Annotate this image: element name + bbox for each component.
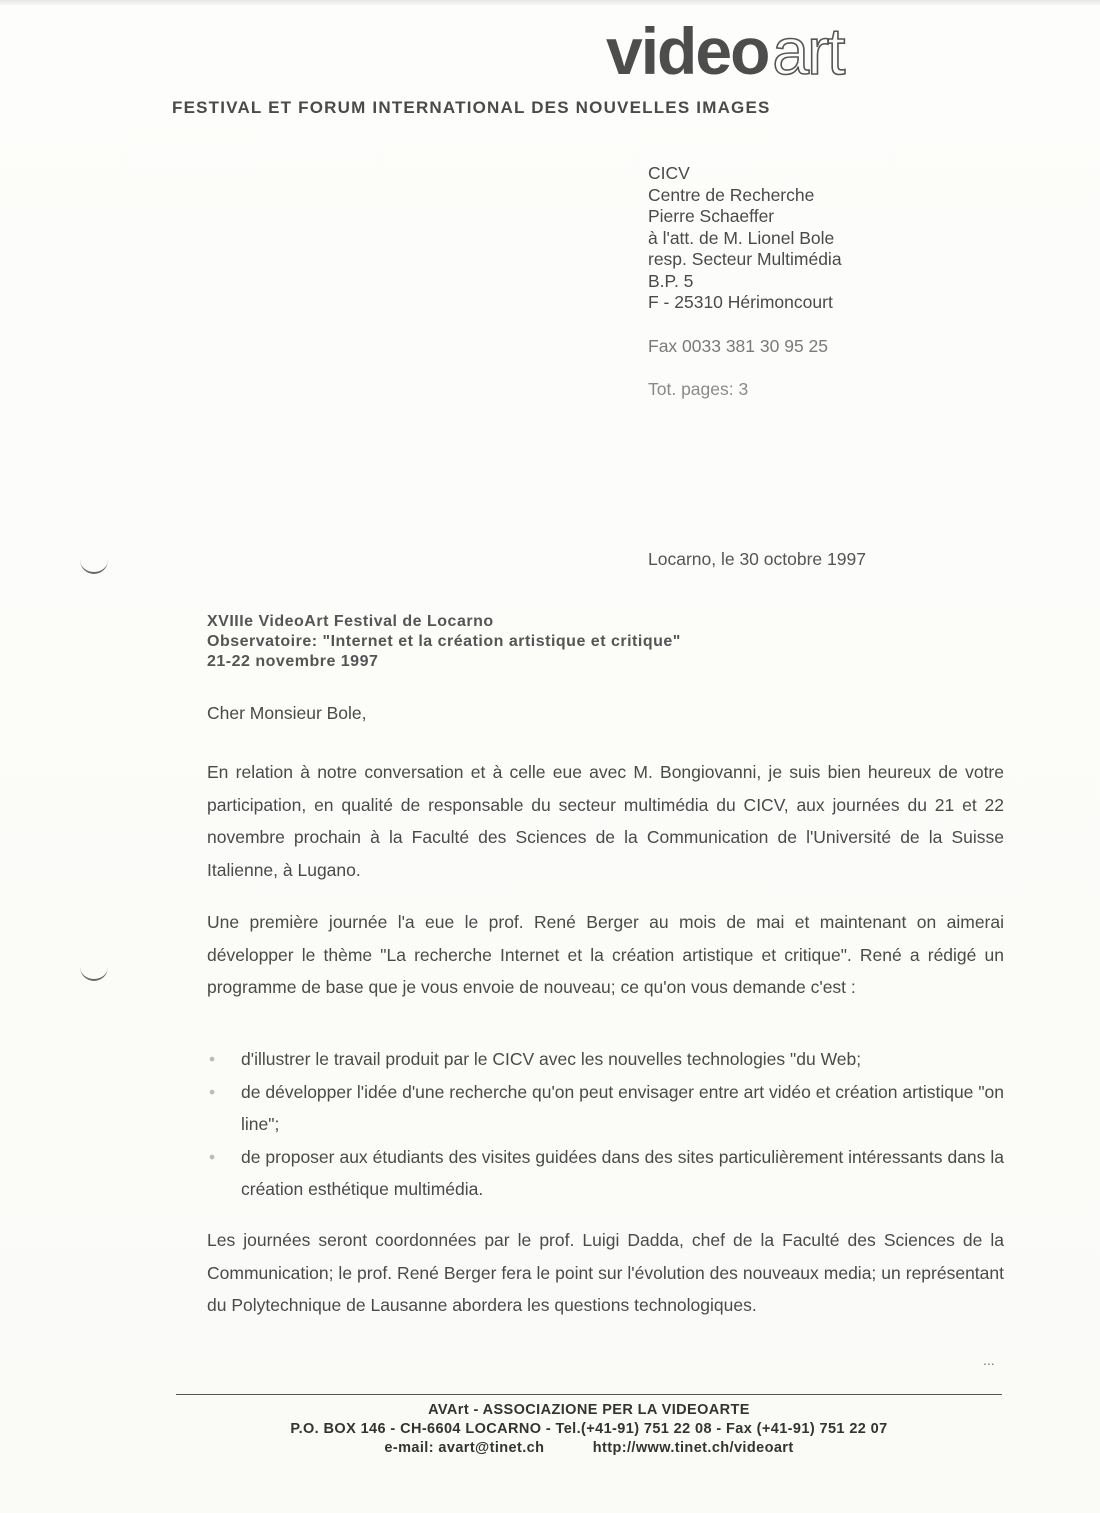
list-item: • de proposer aux étudiants des visites guidées dans des sites particulièrement intéressants dans la création esthétique multimédia. [207,1141,1004,1206]
letter-footer [176,1401,1002,1458]
recipient-line: Pierre Schaeffer [648,206,775,226]
punch-hole-mark [80,965,108,981]
logo-video-text: video [606,14,769,88]
footer-email: e-mail: avart@tinet.ch [384,1440,545,1456]
subject-line: Observatoire: "Internet et la création artistique et critique" [207,633,681,650]
footer-organization: AVArt - ASSOCIAZIONE PER LA VIDEOARTE [428,1402,750,1418]
recipient-line: B.P. 5 [648,270,694,291]
logo-art-text: art [772,14,844,88]
footer-address: P.O. BOX 146 - CH-6604 LOCARNO - Tel.(+41-91) 751 22 08 - Fax (+41-91) 751 22 07 [290,1421,888,1437]
body-paragraph: En relation à notre conversation et à celle eue avec M. Bongiovanni, je suis bien heureux de votre participation, en qualité de responsable du secteur multimédia du CICV, aux journées du 21 et 22 novembre prochain à la Faculté des Sciences de la Communication de l'Université de la Suisse Italienne, à Lugano. [207,762,1004,880]
footer-divider [176,1394,1002,1395]
list-item: • d'illustrer le travail produit par le CICV avec les nouvelles technologies "du Web; [207,1043,1004,1076]
recipient-line: Centre de Recherche [648,184,815,205]
scan-header-strip [0,0,1100,6]
subject-line: 21-22 novembre 1997 [207,653,379,670]
footer-contacts [176,1439,1002,1458]
recipient-fax-number: Fax 0033 381 30 95 25 [648,336,829,356]
recipient-line: CICV [648,163,690,183]
recipient-line: à l'att. de M. Lionel Bole [648,227,835,248]
total-pages: Tot. pages: 3 [648,379,749,399]
letterhead-tagline: FESTIVAL ET FORUM INTERNATIONAL DES NOUVELLES IMAGES [172,98,771,117]
subject-line: XVIIIe VideoArt Festival de Locarno [207,613,494,630]
list-item: • de développer l'idée d'une recherche qu'on peut envisager entre art vidéo et création artistique "on line"; [207,1076,1004,1141]
videoart-logo [606,14,844,88]
request-list [207,1043,1004,1206]
continuation-marker: ... [983,1352,995,1368]
punch-hole-mark [80,558,108,574]
footer-website: http://www.tinet.ch/videoart [592,1440,794,1456]
letter-subject [207,612,681,672]
recipient-line: F - 25310 Hérimoncourt [648,292,833,312]
recipient-line: resp. Secteur Multimédia [648,249,842,269]
body-paragraph: Une première journée l'a eue le prof. René Berger au mois de mai et maintenant on aimerai développer le thème "La recherche Internet et la création artistique et critique". René a rédigé un programme de base que je vous envoie de nouveau; ce qu'on vous demande c'est : [207,912,1004,997]
recipient-address-block [648,163,842,314]
letter-greeting: Cher Monsieur Bole, [207,703,367,723]
letter-date: Locarno, le 30 octobre 1997 [648,549,866,569]
body-paragraph: Les journées seront coordonnées par le prof. Luigi Dadda, chef de la Faculté des Sciences de la Communication; le prof. René Berger fera le point sur l'évolution des nouveaux media; un représentant du Polytechnique de Lausanne abordera les questions technologiques. [207,1230,1004,1315]
